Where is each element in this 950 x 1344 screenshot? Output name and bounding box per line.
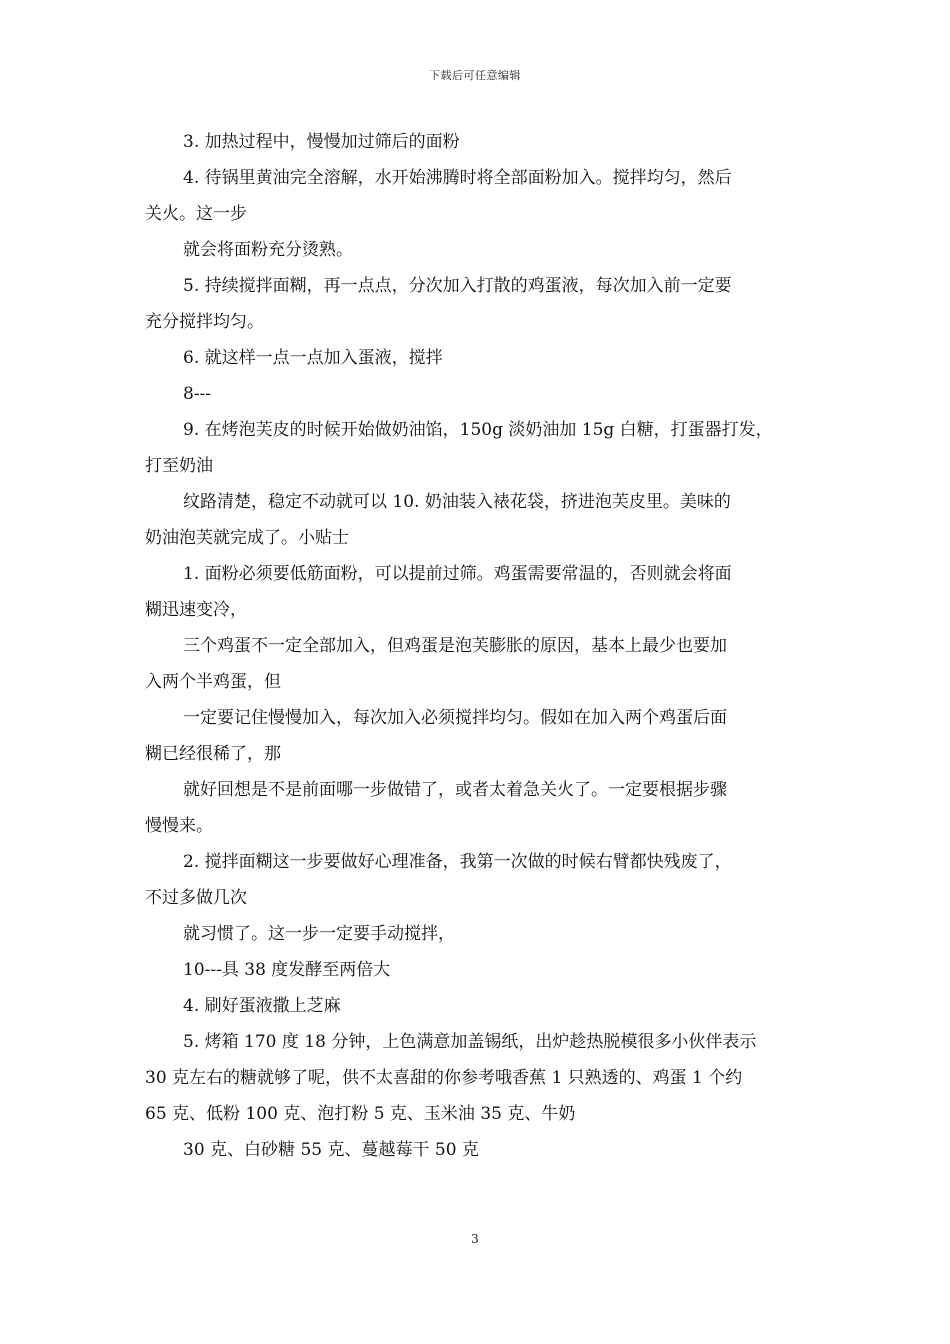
- paragraph-continuation-line: 慢慢来。: [145, 816, 213, 836]
- paragraph: [145, 628, 810, 700]
- paragraph-first-line: 纹路清楚，稳定不动就可以 10. 奶油装入裱花袋，挤进泡芙皮里。美味的: [183, 492, 731, 512]
- page-number: 3: [471, 1232, 479, 1246]
- paragraph-continuation-line: 入两个半鸡蛋，但: [145, 672, 281, 692]
- paragraph: [145, 484, 810, 556]
- paragraph-continuation-line: 30 克左右的糖就够了呢，供不太喜甜的你参考哦香蕉 1 只熟透的、鸡蛋 1 个约: [145, 1068, 743, 1088]
- paragraph-first-line: 5. 烤箱 170 度 18 分钟，上色满意加盖锡纸，出炉趁热脱模很多小伙伴表示: [183, 1032, 757, 1052]
- page-header: 下载后可任意编辑: [429, 69, 521, 82]
- paragraph-continuation-line: 奶油泡芙就完成了。小贴士: [145, 528, 349, 548]
- paragraph: [145, 1024, 810, 1132]
- paragraph: [145, 700, 810, 772]
- paragraph-first-line: 1. 面粉必须要低筋面粉，可以提前过筛。鸡蛋需要常温的，否则就会将面: [183, 564, 732, 584]
- paragraph-continuation-line: 打至奶油: [145, 456, 213, 476]
- paragraph-continuation-line: 糊已经很稀了，那: [145, 744, 281, 764]
- paragraph: [145, 772, 810, 844]
- paragraph-first-line: 就好回想是不是前面哪一步做错了，或者太着急关火了。一定要根据步骤: [183, 780, 727, 800]
- paragraph: [145, 844, 810, 916]
- paragraph-continuation-line: 关火。这一步: [145, 204, 247, 224]
- paragraph-continuation-line: 不过多做几次: [145, 888, 247, 908]
- paragraph-continuation-line: 充分搅拌均匀。: [145, 312, 264, 332]
- paragraph: [145, 412, 810, 484]
- paragraph: [145, 952, 810, 988]
- paragraph: [145, 124, 810, 160]
- paragraph-continuation-line: 65 克、低粉 100 克、泡打粉 5 克、玉米油 35 克、牛奶: [145, 1104, 576, 1124]
- paragraph: [145, 232, 810, 268]
- paragraph: [145, 340, 810, 376]
- paragraph-first-line: 4. 刷好蛋液撒上芝麻: [183, 996, 341, 1016]
- paragraph-continuation-line: 糊迅速变冷，: [145, 600, 247, 620]
- paragraph: [145, 916, 810, 952]
- paragraph-first-line: 三个鸡蛋不一定全部加入，但鸡蛋是泡芙膨胀的原因，基本上最少也要加: [183, 636, 727, 656]
- paragraph-first-line: 4. 待锅里黄油完全溶解，水开始沸腾时将全部面粉加入。搅拌均匀，然后: [183, 168, 732, 188]
- paragraph-first-line: 6. 就这样一点一点加入蛋液，搅拌: [183, 348, 443, 368]
- paragraph-first-line: 2. 搅拌面糊这一步要做好心理准备，我第一次做的时候右臂都快残废了，: [183, 852, 732, 872]
- paragraph: [145, 268, 810, 340]
- paragraph-first-line: 9. 在烤泡芙皮的时候开始做奶油馅，150g 淡奶油加 15g 白糖，打蛋器打发，: [183, 420, 773, 440]
- paragraph-first-line: 就习惯了。这一步一定要手动搅拌，: [183, 924, 455, 944]
- paragraph: [145, 556, 810, 628]
- paragraph-first-line: 10---具 38 度发酵至两倍大: [183, 960, 391, 980]
- paragraph: [145, 160, 810, 232]
- paragraph-first-line: 8---: [183, 384, 212, 404]
- paragraph-first-line: 5. 持续搅拌面糊，再一点点，分次加入打散的鸡蛋液，每次加入前一定要: [183, 276, 732, 296]
- paragraph-first-line: 一定要记住慢慢加入，每次加入必须搅拌均匀。假如在加入两个鸡蛋后面: [183, 708, 727, 728]
- paragraph-first-line: 3. 加热过程中，慢慢加过筛后的面粉: [183, 132, 460, 152]
- paragraph-first-line: 就会将面粉充分烫熟。: [183, 240, 353, 260]
- paragraph: [145, 1132, 810, 1168]
- paragraph: [145, 376, 810, 412]
- paragraph-first-line: 30 克、白砂糖 55 克、蔓越莓干 50 克: [183, 1140, 479, 1160]
- document-body: [145, 124, 810, 1168]
- paragraph: [145, 988, 810, 1024]
